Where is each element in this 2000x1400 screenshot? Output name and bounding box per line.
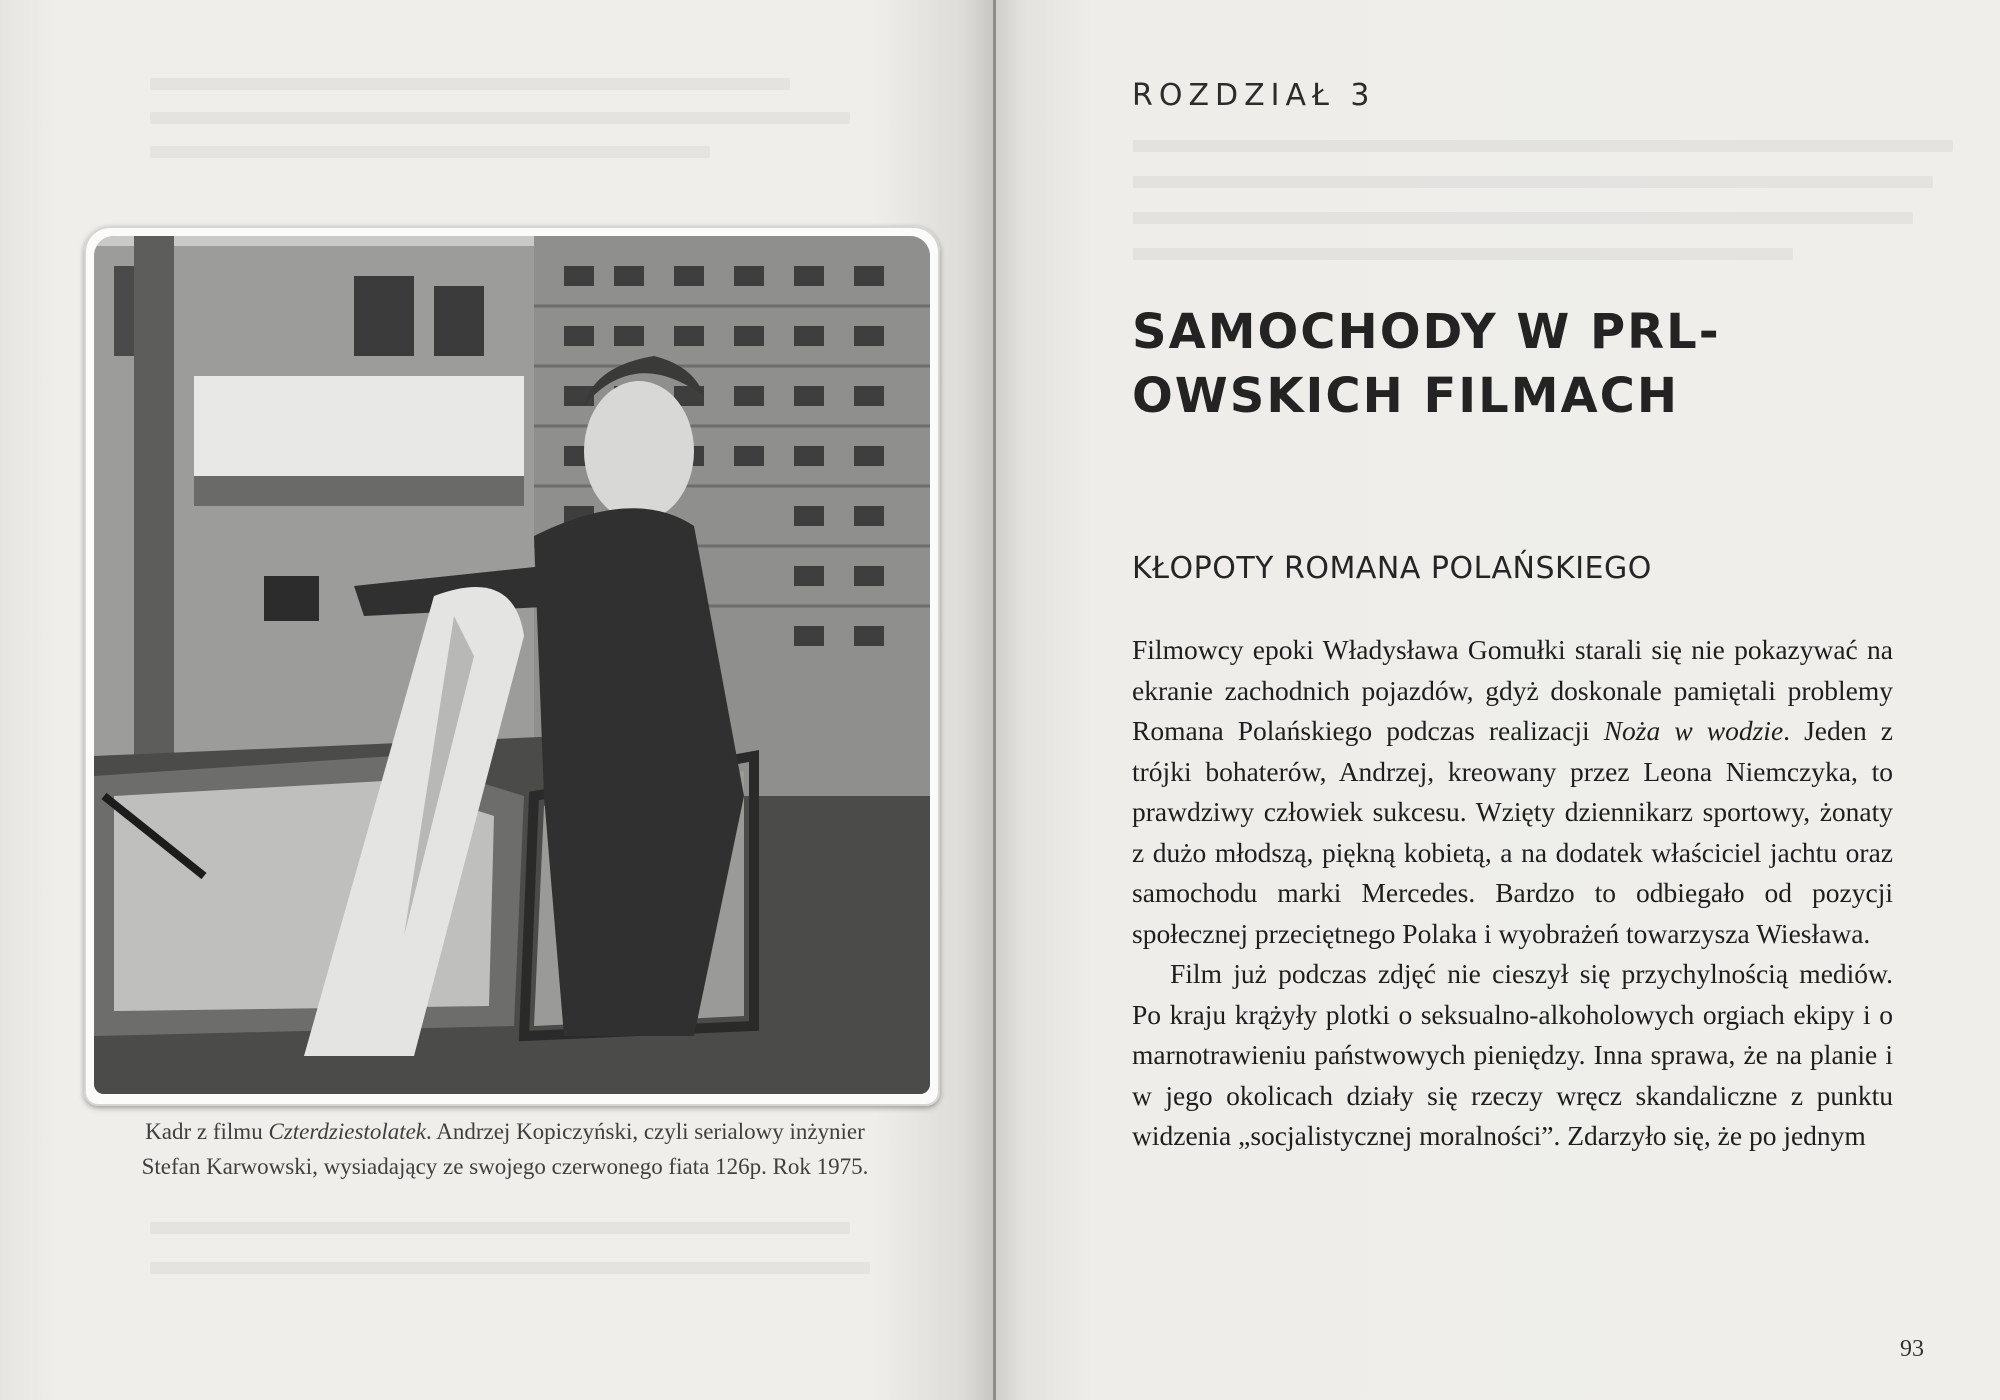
paragraph-1 <box>1132 630 1893 954</box>
paragraph-1-part-2: . Jeden z trójki bohaterów, Andrzej, kreowany przez Leona Niemczyka, to prawdziwy człowiek sukcesu. Wzięty dziennikarz sportowy, żonaty z dużo młodszą, piękną kobietą, a na dodatek właściciel jachtu oraz samochodu marki Mercedes. Bardzo to odbiegało od pozycji społecznej przeciętnego Polaka i wyobrażeń towarzysza Wiesława. <box>1132 715 1894 949</box>
photo-frame <box>84 226 940 1106</box>
bleed-through-line <box>150 1222 850 1234</box>
caption-prefix: Kadr z filmu <box>145 1119 269 1144</box>
paragraph-1-film-title: Noża w wodzie <box>1603 715 1784 746</box>
chapter-title: SAMOCHODY W PRL-OWSKICH FILMACH <box>1132 304 1721 424</box>
photo-caption <box>140 1114 870 1184</box>
bleed-through-line <box>150 78 790 90</box>
page-number: 93 <box>1900 1336 1924 1362</box>
bleed-through-line <box>1133 212 1913 224</box>
bleed-through-line <box>1133 248 1793 260</box>
section-heading: KŁOPOTY ROMANA POLAŃSKIEGO <box>1132 551 1652 586</box>
book-gutter <box>993 0 996 1400</box>
body-text <box>1132 630 1893 1157</box>
chapter-label: ROZDZIAŁ 3 <box>1132 78 1376 113</box>
film-still-photo <box>94 236 930 1094</box>
caption-film-title: Czterdziestolatek <box>268 1119 427 1144</box>
film-still-illustration <box>94 236 930 1094</box>
paragraph-2: Film już podczas zdjęć nie cieszył się przychylnością mediów. Po kraju krążyły plotki o seksualno-alkoholowych orgiach ekipy i o marnotrawieniu państwowych pieniędzy. Inna sprawa, że na planie i w jego okolicach działy się rzeczy wręcz skandaliczne z punktu widzenia „socjalistycznej moralności”. Zdarzyło się, że po jednym <box>1132 958 1893 1151</box>
paragraph-1-part-1: Filmowcy epoki Władysława Gomułki starali się nie pokazywać na ekranie zachodnich pojazdów, gdyż doskonale pamiętali problemy Romana Polańskiego podczas realizacji <box>1132 634 1893 746</box>
bleed-through-line <box>150 1262 870 1274</box>
bleed-through-line <box>1133 140 1953 152</box>
bleed-through-line <box>1133 176 1933 188</box>
bleed-through-line <box>150 112 850 124</box>
left-page <box>0 0 993 1400</box>
bleed-through-line <box>150 146 710 158</box>
right-page <box>993 0 2000 1400</box>
caption-text: . Andrzej Kopiczyński, czyli serialowy inżynier Stefan Karwowski, wysiadający ze swojego czerwonego fiata 126p. Rok 1975. <box>141 1119 869 1179</box>
